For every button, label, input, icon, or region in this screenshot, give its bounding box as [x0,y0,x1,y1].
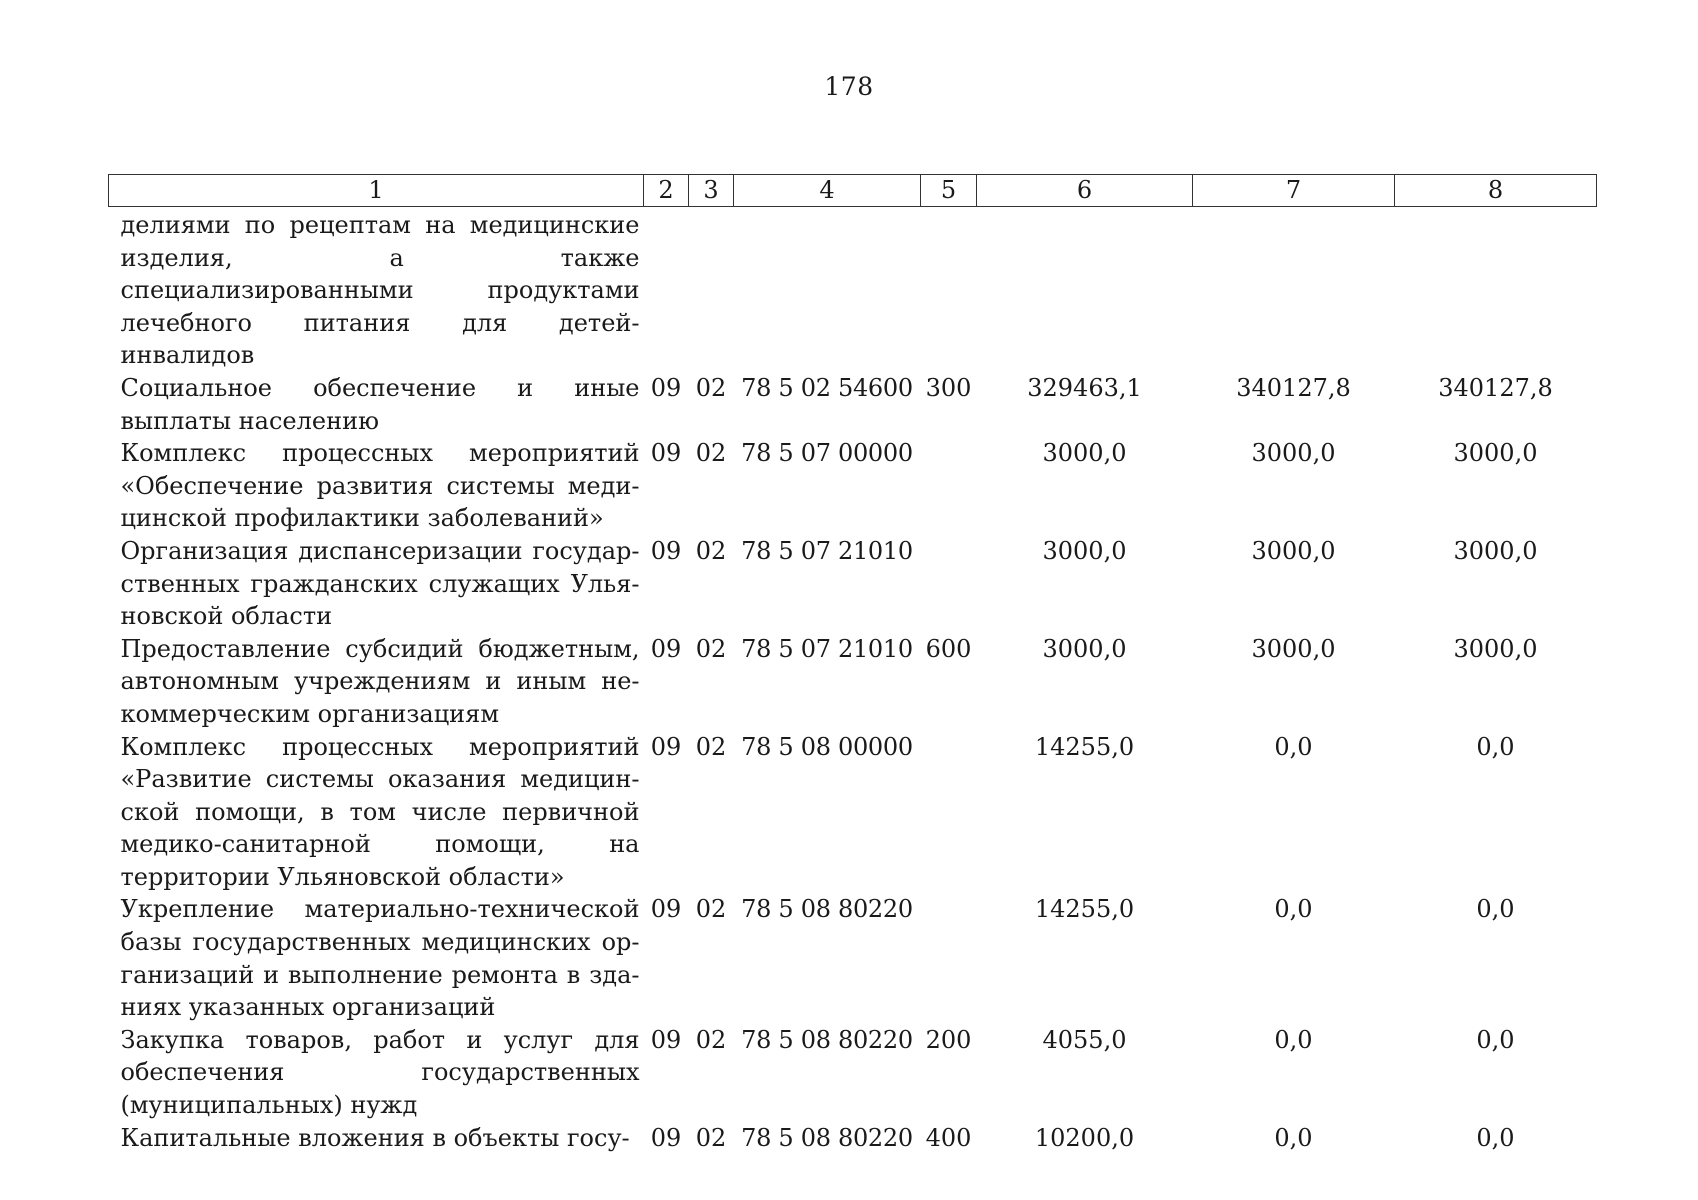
row-target-article: 78 5 07 00000 [741,439,913,468]
row-name: делиями по рецептам на медицинские изделия, а также специализированными продуктами лечебного питания для детей-инвалидов [120,211,640,370]
row-name: Предоставление субсидий бюджетным, автономным учреждениям и иным некоммерческим организациям [120,634,640,728]
header-col-3: 3 [689,175,734,207]
row-subsection: 02 [695,1123,727,1152]
row-amount-col6: 3000,0 [1042,439,1127,468]
header-col-7: 7 [1193,175,1395,207]
row-section: 09 [650,732,682,761]
row-section: 09 [650,1025,682,1054]
row-amount-col6: 14255,0 [1034,895,1135,924]
row-section: 09 [650,536,682,565]
row-amount-col8: 3000,0 [1453,536,1538,565]
row-amount-col6: 10200,0 [1034,1123,1135,1152]
row-amount-col7: 3000,0 [1251,439,1336,468]
row-amount-col6: 14255,0 [1034,732,1135,761]
row-subsection: 02 [695,1025,727,1054]
row-amount-col7: 3000,0 [1251,634,1336,663]
budget-table [108,174,1597,1154]
row-subsection: 02 [695,373,727,402]
row-amount-col8: 340127,8 [1438,373,1553,402]
row-amount-col7: 0,0 [1274,732,1313,761]
row-expense-type: 200 [925,1025,972,1054]
row-subsection: 02 [695,634,727,663]
row-name: Комплекс процессных мероприятий «Обеспечение развития системы медицинской профилактики заболеваний» [120,439,640,533]
row-amount-col7 [1193,207,1395,372]
row-subsection: 02 [695,536,727,565]
row-name: Организация диспансеризации государственных гражданских служащих Ульяновской области [120,536,640,631]
row-amount-col7: 0,0 [1274,1025,1313,1054]
header-col-1: 1 [109,175,644,207]
row-amount-col6: 3000,0 [1042,536,1127,565]
table-row [109,1122,1597,1155]
header-col-6: 6 [977,175,1193,207]
row-section: 09 [650,634,682,663]
row-amount-col8: 0,0 [1476,895,1515,924]
table-row [109,372,1597,437]
row-amount-col7: 3000,0 [1251,536,1336,565]
row-target-article: 78 5 07 21010 [741,536,913,565]
row-name: Капитальные вложения в объекты госу- [120,1123,630,1152]
row-subsection [689,207,734,372]
row-expense-type: 400 [925,1123,972,1152]
table-row [109,437,1597,535]
header-row [109,175,1597,207]
row-amount-col8 [1395,207,1597,372]
row-amount-col8: 0,0 [1476,732,1515,761]
table-body [109,207,1597,1155]
table-row [109,893,1597,1023]
row-section: 09 [650,373,682,402]
row-target-article: 78 5 08 80220 [741,1123,913,1152]
row-amount-col8: 0,0 [1476,1123,1515,1152]
table-row [109,633,1597,731]
row-section: 09 [650,439,682,468]
row-target-article: 78 5 08 80220 [741,895,913,924]
row-target-article: 78 5 08 00000 [741,732,913,761]
row-section: 09 [650,1123,682,1152]
row-section: 09 [650,895,682,924]
row-expense-type [921,731,977,894]
header-col-8: 8 [1395,175,1597,207]
row-amount-col6: 329463,1 [1027,373,1142,402]
row-expense-type: 300 [925,373,972,402]
row-section [644,207,689,372]
row-target-article: 78 5 08 80220 [741,1025,913,1054]
row-expense-type [921,437,977,535]
row-amount-col8: 0,0 [1476,1025,1515,1054]
page-number: 178 [824,72,874,101]
row-amount-col6: 4055,0 [1042,1025,1127,1054]
row-name: Укрепление материально-технической базы государственных медицинских организаций и выполнение ремонта в зданиях указанных организаций [120,895,640,1022]
header-col-4: 4 [734,175,921,207]
row-target-article: 78 5 02 54600 [741,373,913,402]
row-amount-col8: 3000,0 [1453,439,1538,468]
row-amount-col7: 0,0 [1274,1123,1313,1152]
row-subsection: 02 [695,732,727,761]
row-name: Закупка товаров, работ и услуг для обеспечения государственных (муниципальных) нужд [120,1025,640,1120]
row-subsection: 02 [695,895,727,924]
row-name: Социальное обеспечение и иные выплаты населению [120,373,640,435]
header-col-2: 2 [644,175,689,207]
row-expense-type: 600 [925,634,972,663]
row-expense-type [921,535,977,633]
row-target-article: 78 5 07 21010 [741,634,913,663]
row-amount-col7: 0,0 [1274,895,1313,924]
table-row [109,207,1597,372]
header-col-5: 5 [921,175,977,207]
table-row [109,731,1597,894]
table-row [109,535,1597,633]
row-amount-col8: 3000,0 [1453,634,1538,663]
row-amount-col6: 3000,0 [1042,634,1127,663]
row-amount-col6 [977,207,1193,372]
row-target-article [734,207,921,372]
row-subsection: 02 [695,439,727,468]
table-row [109,1024,1597,1122]
row-expense-type [921,893,977,1023]
row-name: Комплекс процессных мероприятий «Развитие системы оказания медицинской помощи, в том числе первичной медико-санитарной помощи, на территории Ульяновской области» [120,732,640,891]
row-expense-type [921,207,977,372]
row-amount-col7: 340127,8 [1236,373,1351,402]
table-header [109,175,1597,207]
